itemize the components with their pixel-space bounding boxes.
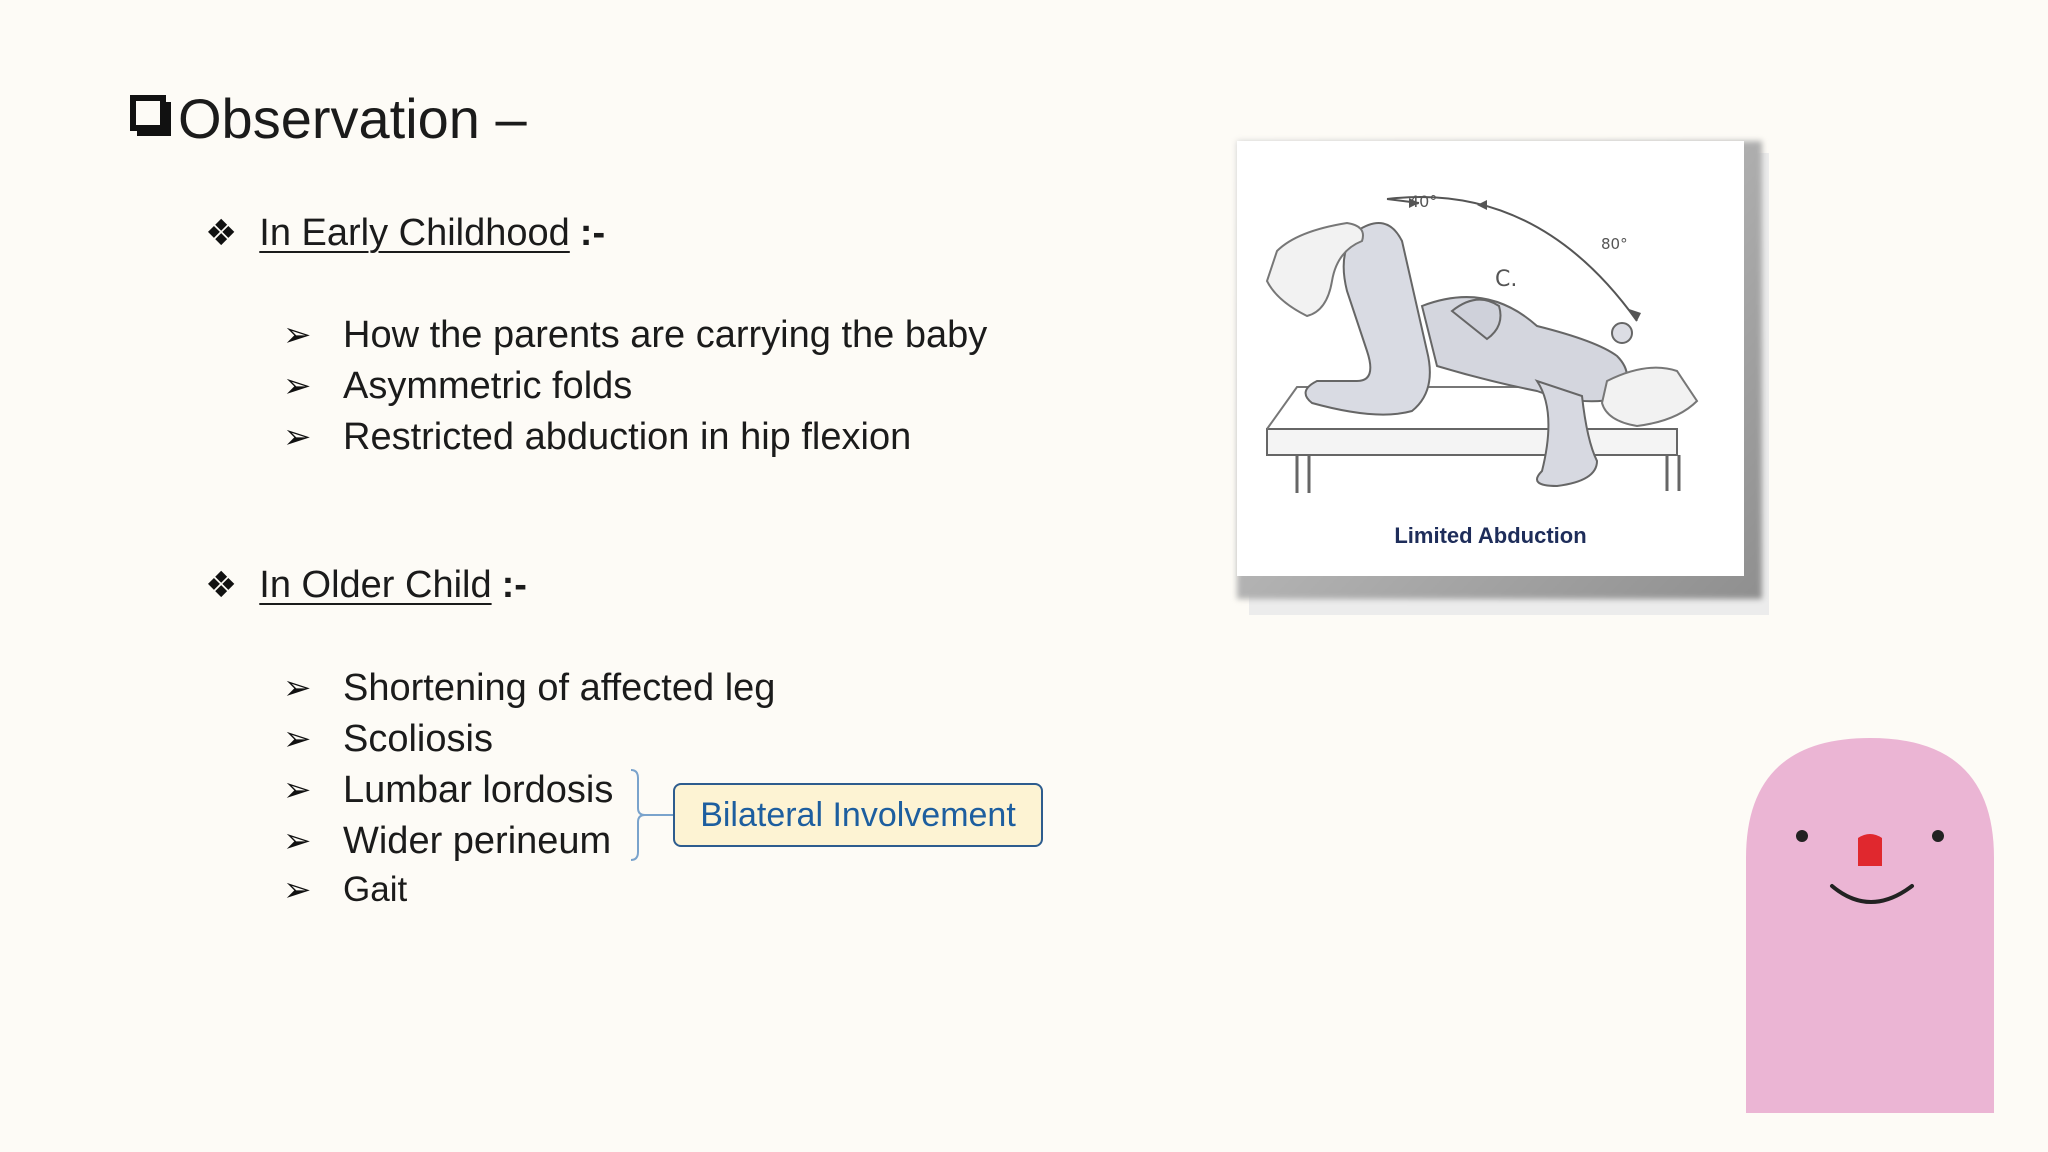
list-item-text: Scoliosis bbox=[343, 718, 493, 760]
list-item-text: Wider perineum bbox=[343, 820, 612, 862]
four-diamond-bullet-icon: ❖ bbox=[205, 212, 238, 253]
arrowhead-bullet-icon: ➢ bbox=[283, 418, 312, 456]
panel-label: C. bbox=[1495, 267, 1518, 292]
arrowhead-bullet-icon: ➢ bbox=[283, 316, 312, 354]
list-item-text: Restricted abduction in hip flexion bbox=[343, 416, 912, 458]
figure-caption: Limited Abduction bbox=[1394, 523, 1587, 548]
grouping-bracket bbox=[625, 768, 675, 864]
list-item-text: How the parents are carrying the baby bbox=[343, 314, 988, 356]
arrowhead-bullet-icon: ➢ bbox=[283, 367, 312, 405]
list-item-text: Lumbar lordosis bbox=[343, 769, 614, 811]
list-item bbox=[283, 865, 407, 915]
list-item bbox=[283, 361, 632, 411]
section-heading-early-childhood bbox=[205, 208, 605, 258]
bilateral-involvement-callout: Bilateral Involvement bbox=[673, 783, 1043, 847]
limited-abduction-figure bbox=[1237, 141, 1744, 576]
list-item bbox=[283, 412, 911, 462]
list-item-text: Shortening of affected leg bbox=[343, 667, 776, 709]
slide-title-text: Observation – bbox=[178, 87, 527, 150]
figure-image bbox=[1237, 141, 1744, 576]
arrowhead-bullet-icon: ➢ bbox=[283, 669, 312, 707]
angle-80-label: 80° bbox=[1601, 235, 1628, 253]
list-item-text: Asymmetric folds bbox=[343, 365, 633, 407]
arrowhead-bullet-icon: ➢ bbox=[283, 871, 312, 909]
angle-40-label: 40° bbox=[1409, 192, 1438, 211]
arrowhead-bullet-icon: ➢ bbox=[283, 822, 312, 860]
pink-ghost-mascot bbox=[1740, 728, 2006, 1116]
four-diamond-bullet-icon: ❖ bbox=[205, 564, 238, 605]
section-label: In Older Child bbox=[259, 564, 492, 606]
baby-hip-exam-illustration bbox=[1237, 141, 1744, 576]
list-item bbox=[283, 714, 493, 764]
section-suffix: :- bbox=[579, 212, 606, 254]
list-item bbox=[283, 310, 987, 360]
checkbox-bullet-icon bbox=[130, 95, 166, 131]
arrowhead-bullet-icon: ➢ bbox=[283, 771, 312, 809]
section-suffix: :- bbox=[501, 564, 527, 606]
arrowhead-bullet-icon: ➢ bbox=[283, 720, 312, 758]
list-item bbox=[283, 765, 613, 815]
section-heading-older-child bbox=[205, 560, 527, 610]
section-label: In Early Childhood bbox=[259, 212, 570, 254]
list-item-text: Gait bbox=[343, 870, 408, 909]
list-item bbox=[283, 816, 611, 866]
slide-title bbox=[130, 84, 527, 154]
list-item bbox=[283, 663, 775, 713]
